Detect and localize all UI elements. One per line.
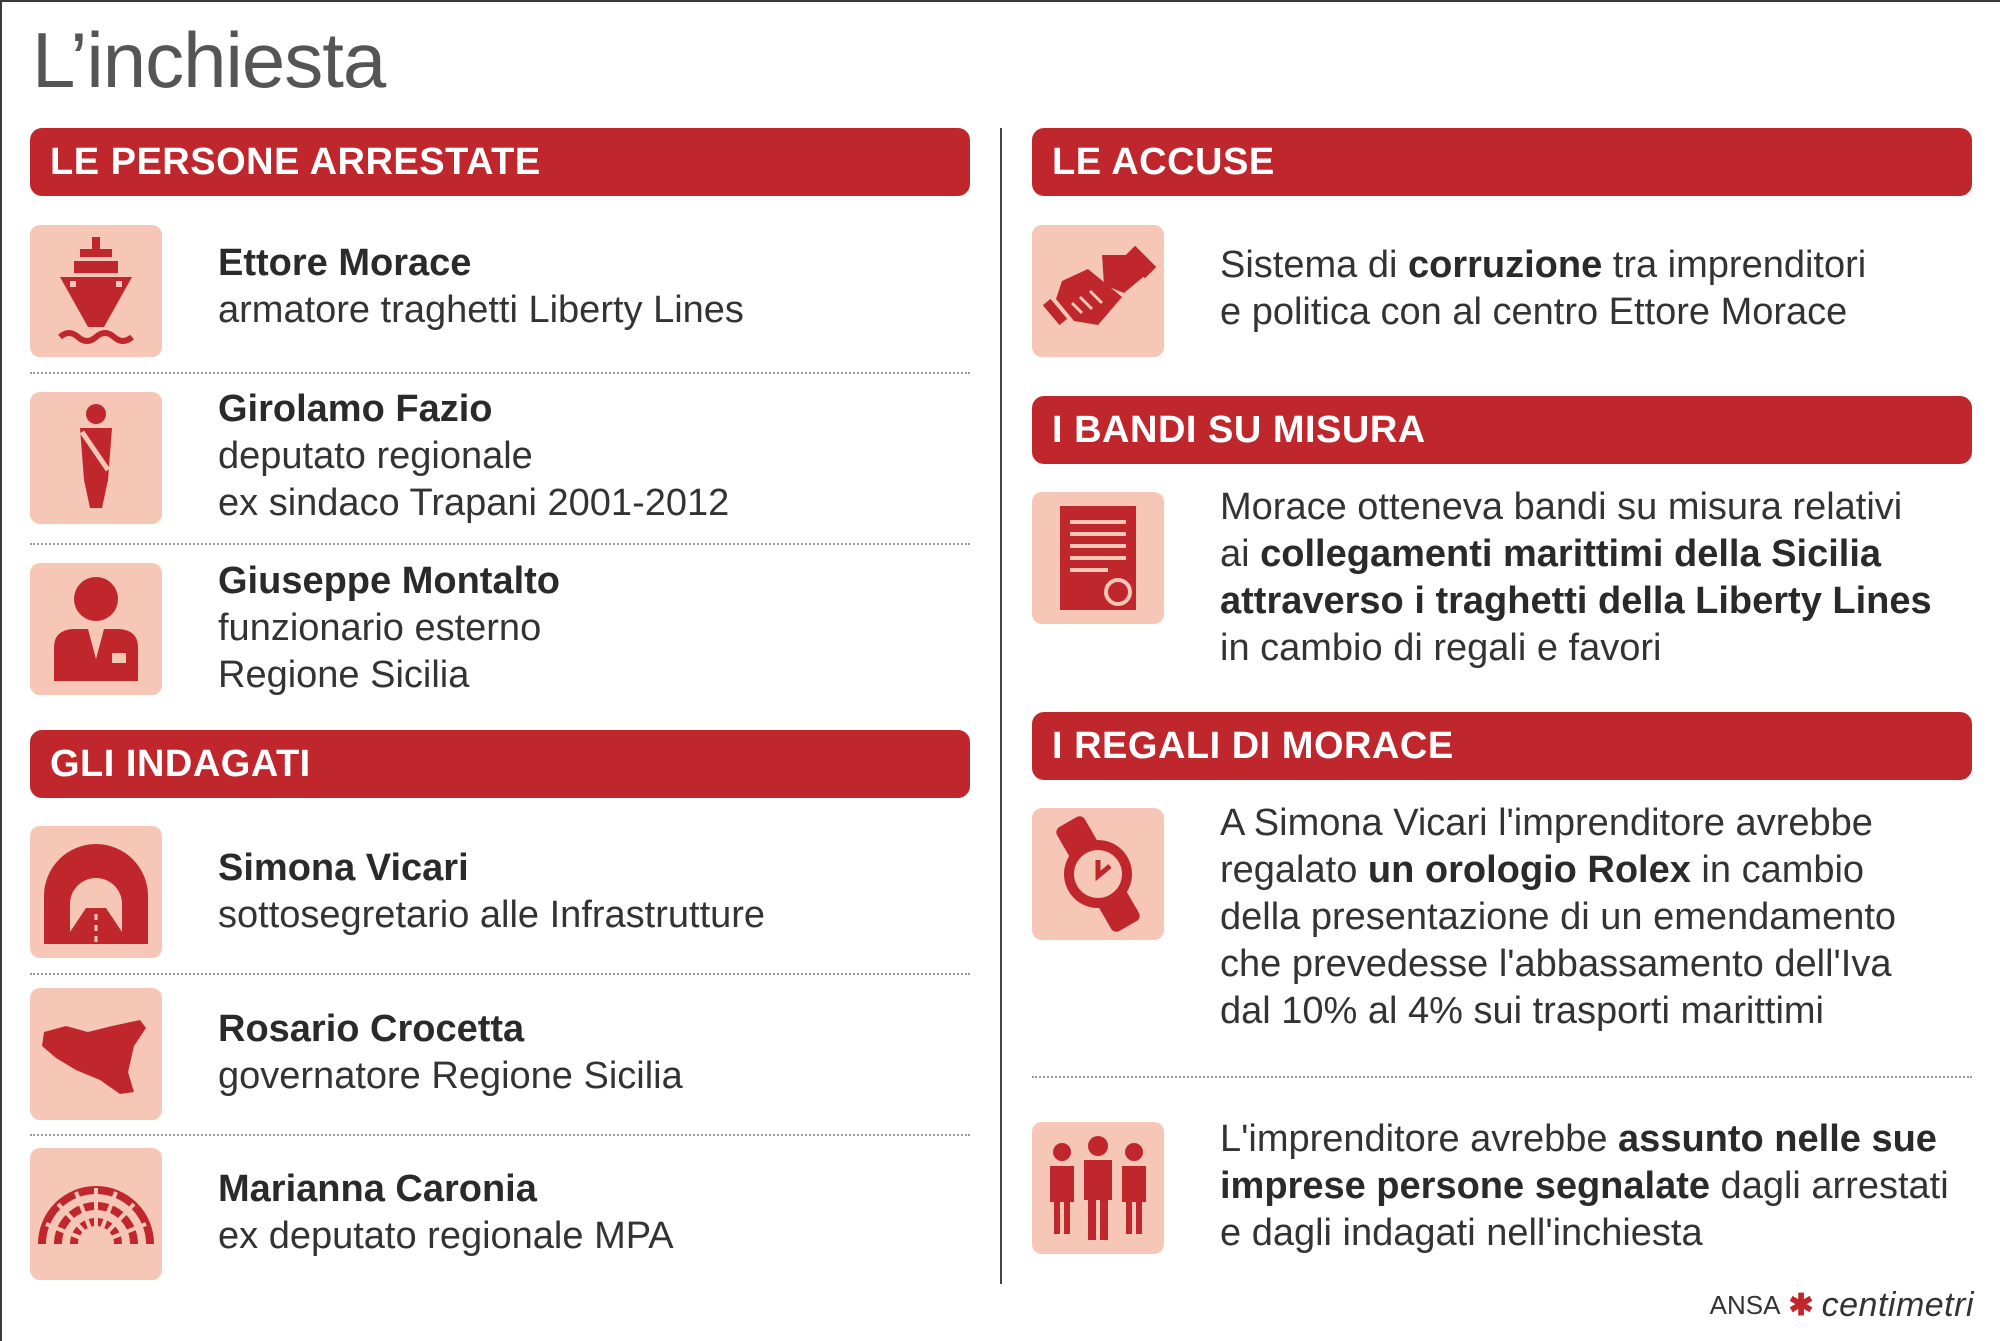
ship-icon [30,225,162,357]
person-role: sottosegretario alle Infrastrutture [218,894,766,936]
regali-bold: imprese persone segnalate [1220,1165,1710,1207]
person-role: armatore traghetti Liberty Lines [218,289,744,331]
person-name: Girolamo Fazio [218,388,493,430]
regali-line: della presentazione di un emendamento [1220,896,1897,938]
person-giuseppe-montalto [218,558,560,699]
person-girolamo-fazio [218,386,729,527]
section-header-accuse: LE ACCUSE [1032,128,1972,196]
regali-line: e dagli indagati nell'inchiesta [1220,1212,1703,1254]
bandi-line: in cambio di regali e favori [1220,627,1662,669]
section-header-bandi: I BANDI SU MISURA [1032,396,1972,464]
people-group-icon [1032,1122,1164,1254]
accuse-bold: corruzione [1407,244,1603,286]
document-seal-icon [1032,492,1164,624]
bandi-bold: collegamenti marittimi della Sicilia [1260,533,1882,575]
person-marianna-caronia [218,1166,674,1260]
column-divider [1000,128,1002,1284]
parliament-icon [30,1148,162,1280]
accuse-line: Sistema di corruzione tra imprenditori [1220,244,1867,286]
credit-brand: centimetri [1821,1286,1974,1324]
person-name: Giuseppe Montalto [218,560,560,602]
official-icon [30,563,162,695]
regali-line: regalato un orologio Rolex in cambio [1220,849,1865,891]
person-name: Ettore Morace [218,242,472,284]
regali-assunzioni-text [1220,1116,1980,1257]
regali-rolex-text [1220,800,1980,1035]
person-ettore-morace [218,240,744,334]
bandi-line: ai collegamenti marittimi della Sicilia [1220,533,1882,575]
section-header-regali: I REGALI DI MORACE [1032,712,1972,780]
separator [30,973,970,975]
person-role: ex sindaco Trapani 2001-2012 [218,482,730,524]
section-header-indagati: GLI INDAGATI [30,730,970,798]
tunnel-icon [30,826,162,958]
person-name: Marianna Caronia [218,1168,537,1210]
bandi-text [1220,484,1980,672]
regali-line: A Simona Vicari l'imprenditore avrebbe [1220,802,1873,844]
frame-left-border [0,0,2,1341]
regali-line: L'imprenditore avrebbe assunto nelle sue [1220,1118,1937,1160]
person-role: ex deputato regionale MPA [218,1215,674,1257]
regali-bold: un orologio Rolex [1367,849,1691,891]
regali-line: che prevedesse l'abbassamento dell'Iva [1220,943,1892,985]
person-rosario-crocetta [218,1006,683,1100]
separator [1032,1076,1972,1078]
person-name: Rosario Crocetta [218,1008,525,1050]
watch-icon [1032,808,1164,940]
person-name: Simona Vicari [218,847,469,889]
regali-line: dal 10% al 4% sui trasporti marittimi [1220,990,1824,1032]
credit [1710,1286,1974,1325]
person-simona-vicari [218,845,765,939]
mayor-icon [30,392,162,524]
star-icon: ✱ [1788,1289,1814,1322]
person-role: funzionario esterno [218,607,542,649]
handshake-icon [1032,225,1164,357]
credit-agency: ANSA [1709,1290,1781,1320]
bandi-line [1220,578,1980,625]
separator [30,543,970,545]
section-header-arrestati: LE PERSONE ARRESTATE [30,128,970,196]
page-title: L’inchiesta [32,16,386,104]
separator [30,372,970,374]
bandi-bold: attraverso i traghetti della Liberty Lines [1220,580,1932,622]
person-role: Regione Sicilia [218,654,470,696]
person-role: deputato regionale [218,435,533,477]
frame-top-border [0,0,2000,2]
accuse-line: e politica con al centro Ettore Morace [1220,291,1848,333]
bandi-line: Morace otteneva bandi su misura relativi [1220,486,1903,528]
separator [30,1134,970,1136]
regali-bold: assunto nelle sue [1618,1118,1937,1160]
regali-line: imprese persone segnalate dagli arrestati [1220,1165,1949,1207]
person-role: governatore Regione Sicilia [218,1055,683,1097]
accuse-text [1220,242,1980,336]
sicily-map-icon [30,988,162,1120]
